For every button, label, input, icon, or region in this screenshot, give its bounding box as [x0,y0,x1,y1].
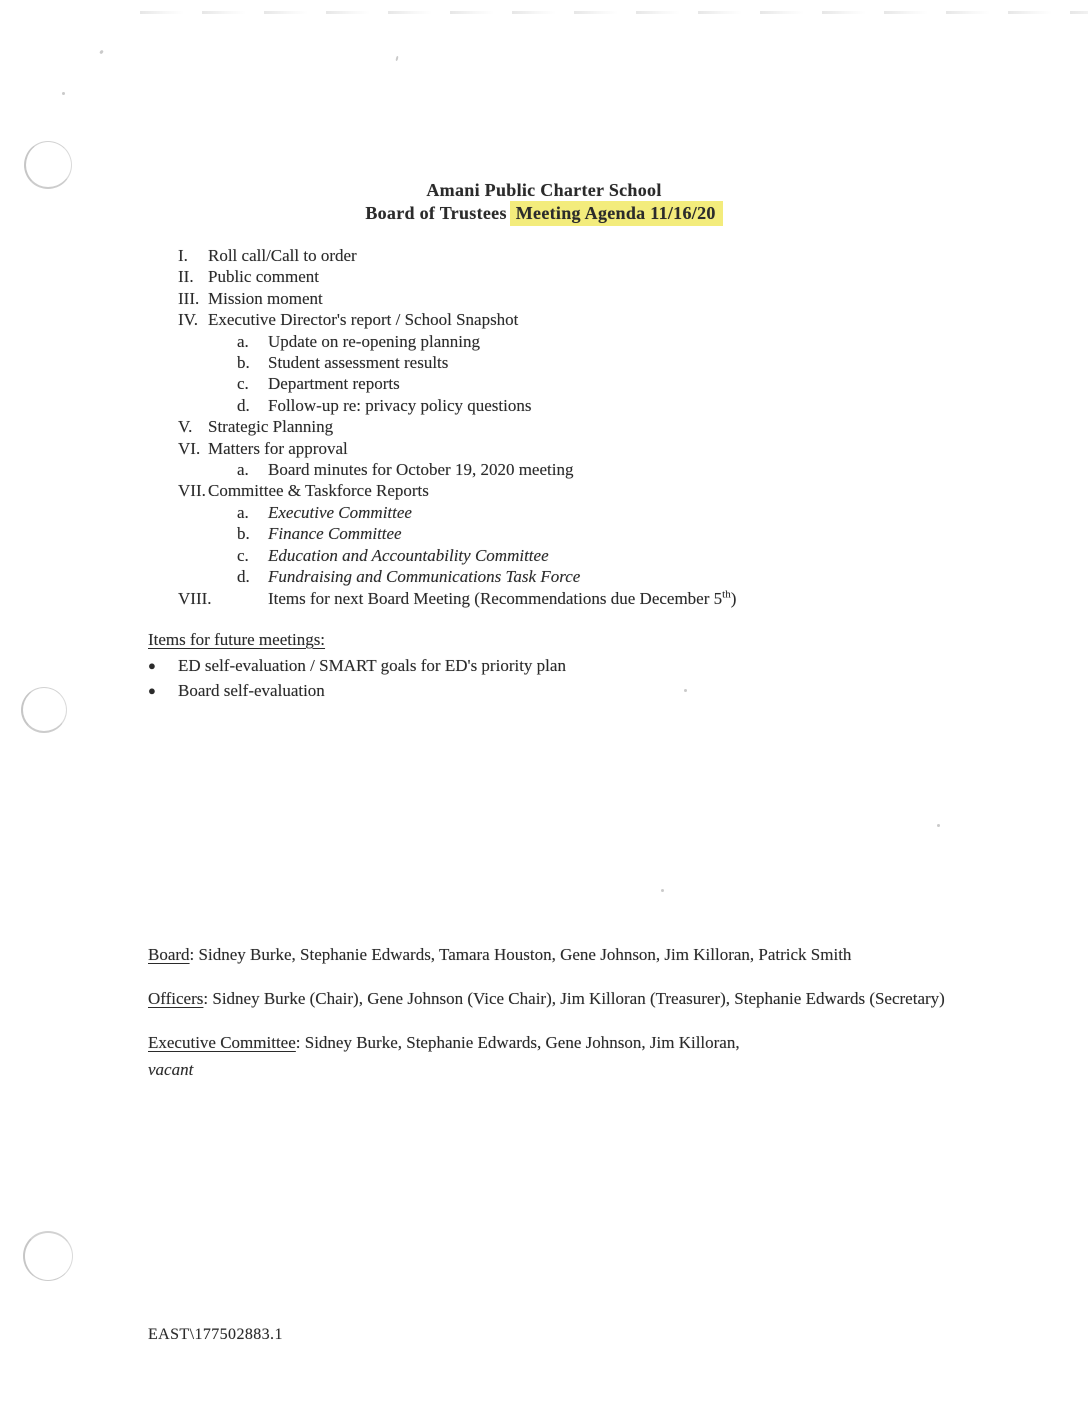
scan-speck [395,56,398,61]
agenda-subitem-text: Finance Committee [268,524,402,544]
bullet-icon: ● [148,657,156,673]
agenda-item [178,288,1038,309]
scan-speck [99,50,104,55]
agenda-subitem-marker: b. [237,353,250,373]
agenda-item [178,266,1038,287]
agenda-item-marker: VI. [178,438,201,458]
document-title: Amani Public Charter School [426,180,662,200]
bullet-icon: ● [148,683,156,698]
scan-speck [937,824,940,827]
agenda-item-text: Roll call/Call to order [208,246,357,265]
document-header [0,179,1088,225]
officers-line [148,985,958,1012]
agenda-subitem-marker: a. [237,460,249,480]
agenda-item-marker: V. [178,417,193,437]
agenda-item-text: Matters for approval [208,438,348,458]
agenda-item-text [268,588,736,609]
roster-section [148,941,958,1083]
board-members-line [148,941,958,968]
future-meetings-bullet-text: Board self-evaluation [178,681,325,700]
agenda-item-text-main: Items for next Board Meeting (Recommendations due December 5 [268,588,723,608]
agenda-item [178,438,1038,459]
agenda-subitem-marker: a. [237,502,249,522]
agenda-subitem-text: Fundraising and Communications Task Force [268,567,581,587]
future-meetings-heading: Items for future meetings: [148,630,326,649]
agenda-subitem [237,566,1038,587]
future-meetings-bullet-text: ED self-evaluation / SMART goals for ED's priority plan [178,655,566,675]
future-meetings-section [148,627,848,704]
document-id-footer: EAST\177502883.1 [148,1326,283,1343]
agenda-subitem-text: Student assessment results [268,353,449,373]
agenda-subitem-text: Executive Committee [268,502,412,522]
agenda-item-marker: VIII. [178,588,212,608]
vacant-note: vacant [148,1060,194,1079]
agenda-item [178,480,1038,501]
officers-label: Officers [148,989,204,1008]
agenda-subitem-marker: c. [237,545,249,565]
agenda-item-text: Committee & Taskforce Reports [208,481,429,501]
agenda-list [178,245,1038,609]
agenda-subitem [237,331,1038,352]
future-meetings-bullet [148,678,848,704]
officers-text: : Sidney Burke (Chair), Gene Johnson (Vice Chair), Jim Killoran (Treasurer), Stephanie Edwards (Secretary) [203,989,945,1008]
agenda-item-text-suffix: ) [730,588,737,608]
agenda-subitem-text: Board minutes for October 19, 2020 meeting [268,460,574,480]
agenda-subitem-text: Update on re-opening planning [268,331,480,351]
hole-punch-middle [21,687,67,733]
agenda-item-text: Executive Director's report / School Snapshot [208,310,519,330]
agenda-item [178,588,1038,609]
agenda-subitem [237,395,1038,416]
agenda-item-text: Public comment [208,267,319,287]
agenda-subitem-marker: a. [237,331,249,351]
agenda-subitem [237,373,1038,394]
agenda-subitem [237,545,1038,566]
agenda-item-marker: IV. [178,310,198,330]
future-meetings-bullet [148,653,848,679]
executive-committee-line [148,1029,958,1083]
agenda-item-marker: I. [178,246,188,265]
agenda-subitem-text: Follow-up re: privacy policy questions [268,395,532,415]
agenda-subitem-marker: c. [237,374,249,394]
agenda-subitem-text: Education and Accountability Committee [268,545,549,565]
executive-committee-text: : Sidney Burke, Stephanie Edwards, Gene Johnson, Jim Killoran, [295,1033,740,1052]
agenda-item [178,245,1038,266]
agenda-subitem [237,523,1038,544]
agenda-item-marker: II. [178,267,194,287]
agenda-item [178,416,1038,437]
ordinal-superscript: th [722,587,731,600]
agenda-item [178,309,1038,330]
agenda-subitem-marker: d. [237,395,250,415]
board-label: Board [148,945,190,964]
subtitle-plain-text: Board of Trustees [365,203,507,223]
agenda-item-marker: III. [178,288,200,308]
agenda-item-marker: VII. [178,481,206,501]
agenda-item-text: Strategic Planning [208,417,334,437]
executive-committee-label: Executive Committee [148,1033,296,1052]
agenda-subitem [237,502,1038,523]
subtitle-highlighted-text: Meeting Agenda 11/16/20 [510,201,723,226]
document-subtitle [0,201,1088,225]
agenda-subitem [237,459,1038,480]
board-members-text: : Sidney Burke, Stephanie Edwards, Tamara Houston, Gene Johnson, Jim Killoran, Patrick Smith [189,945,852,964]
agenda-subitem-text: Department reports [268,374,400,394]
hole-punch-bottom [23,1231,73,1281]
scan-speck [661,889,664,892]
agenda-subitem [237,352,1038,373]
agenda-subitem-marker: d. [237,567,250,587]
agenda-subitem-marker: b. [237,524,250,544]
scan-speck [62,92,65,95]
scan-artifact-line [140,11,1088,14]
agenda-item-text: Mission moment [208,288,323,308]
